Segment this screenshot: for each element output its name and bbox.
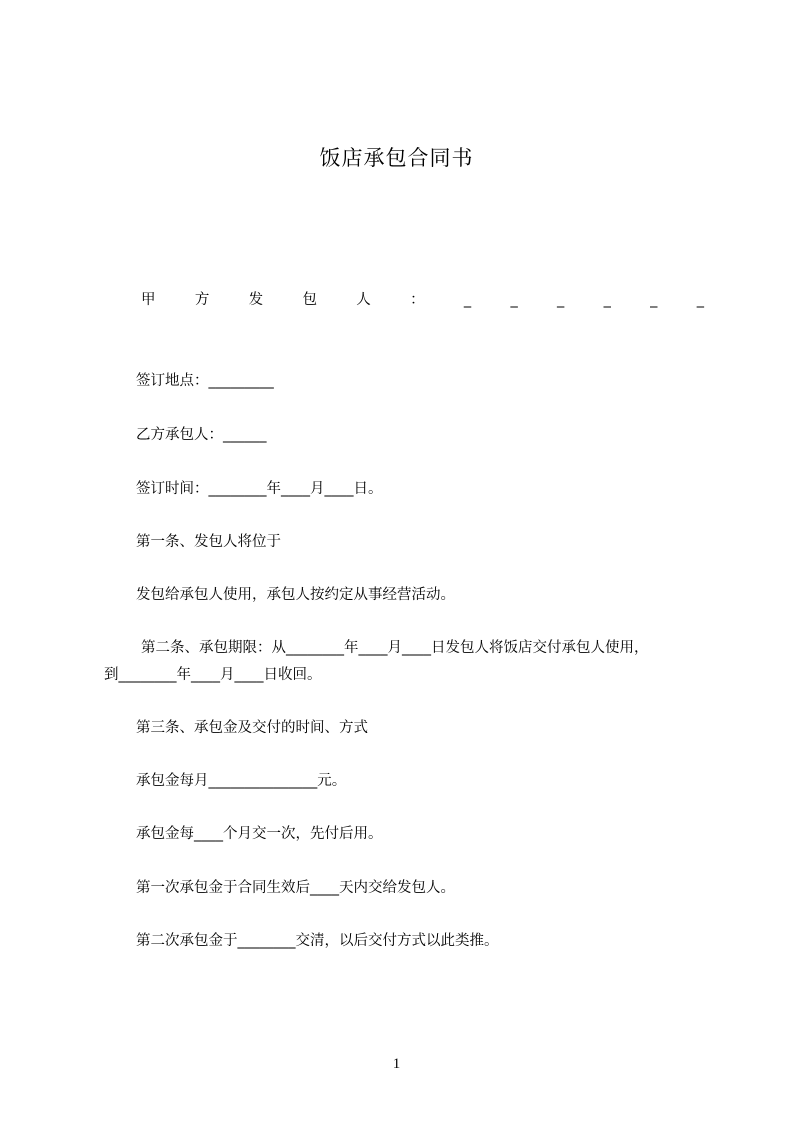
document-title: 饭店承包合同书 (319, 146, 474, 170)
article1-body: 发包给承包人使用，承包人按约定从事经营活动。 (136, 587, 455, 603)
article3-first: 第一次承包金于合同生效后____天内交给发包人。 (136, 880, 455, 896)
party-a-char: 包 (302, 292, 317, 308)
sign-place-line: 签订地点：_________ (136, 373, 274, 389)
page-number: 1 (392, 1056, 401, 1072)
party-a-char: _ (650, 292, 658, 308)
article2-line2: 到________年____月____日收回。 (104, 667, 322, 683)
party-a-char: 甲 (141, 292, 156, 308)
party-a-char: _ (510, 292, 518, 308)
sign-time-line: 签订时间：________年____月____日。 (136, 481, 383, 497)
party-a-char: _ (696, 292, 704, 308)
party-b-line: 乙方承包人：______ (136, 427, 267, 443)
party-a-char: _ (557, 292, 565, 308)
article3-monthly: 承包金每月_______________元。 (136, 773, 347, 789)
article1-heading: 第一条、发包人将位于 (136, 534, 281, 550)
party-a-char: ： (410, 292, 425, 308)
party-a-char: 人 (356, 292, 371, 308)
article2-line1: 第二条、承包期限：从________年____月____日发包人将饭店交付承包人使用， (141, 640, 649, 656)
article3-heading: 第三条、承包金及交付的时间、方式 (136, 720, 368, 736)
article3-second: 第二次承包金于________交清，以后交付方式以此类推。 (136, 933, 499, 949)
party-a-char: 发 (248, 292, 264, 308)
party-a-char: 方 (194, 292, 210, 308)
party-a-char: _ (603, 292, 611, 308)
party-a-char: _ (463, 292, 472, 308)
article3-period: 承包金每____个月交一次，先付后用。 (136, 826, 383, 842)
party-a-line (141, 290, 704, 310)
